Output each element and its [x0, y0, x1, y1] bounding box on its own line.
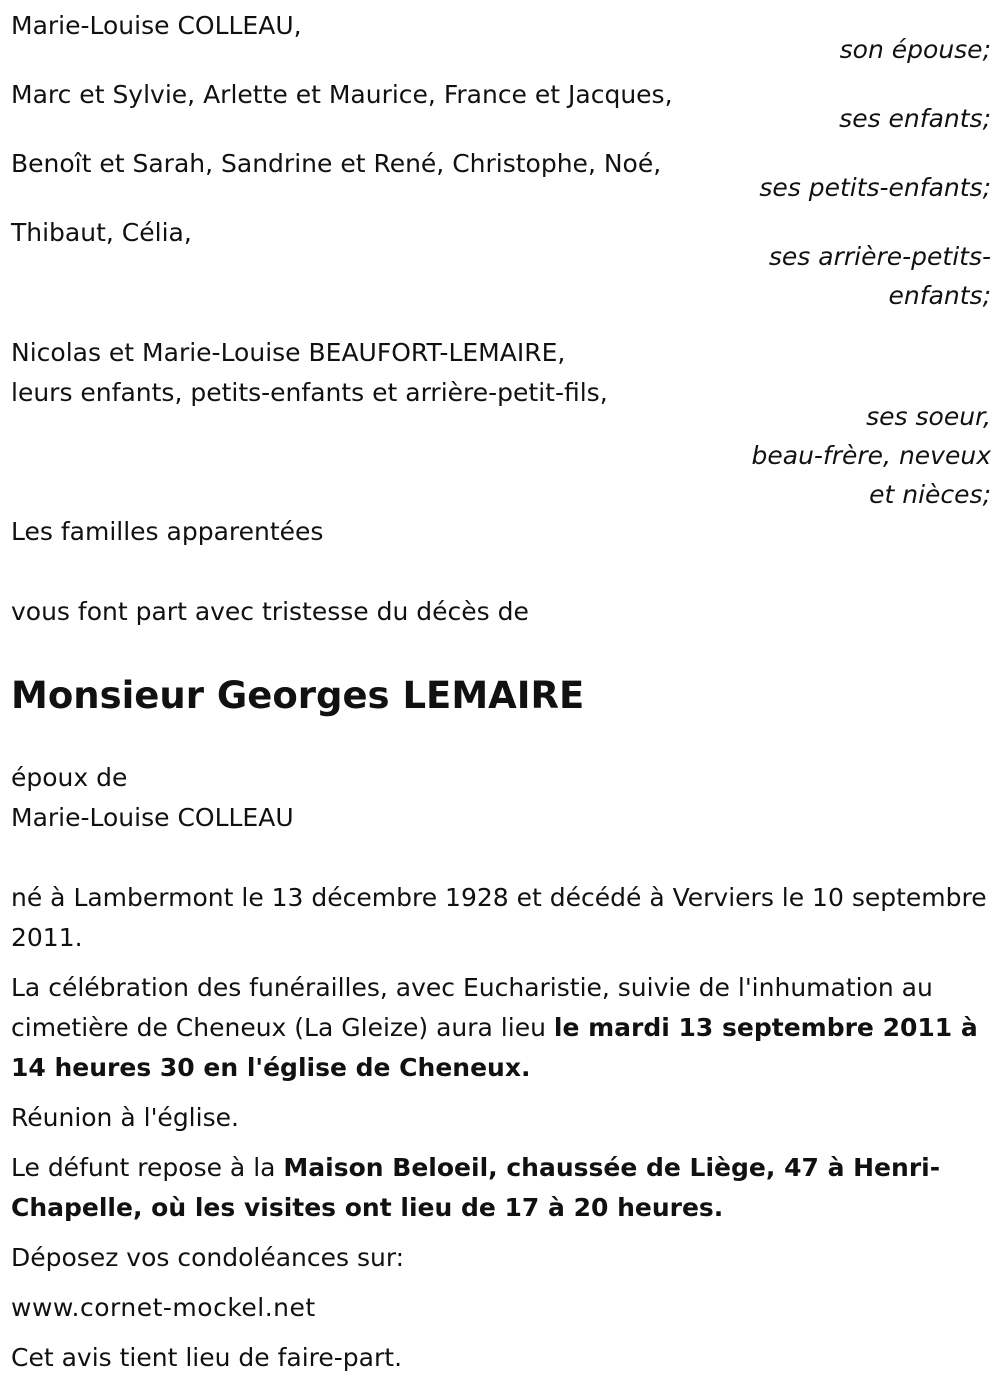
family-role: ses enfants;	[839, 104, 991, 133]
family-role-line: ses arrière-petits-	[768, 242, 991, 271]
family-role	[11, 397, 991, 514]
family-names: Benoît et Sarah, Sandrine et René, Christophe, Noé,	[11, 149, 662, 178]
family-entry-grandchildren	[11, 144, 991, 207]
family-names: Nicolas et Marie-Louise BEAUFORT-LEMAIRE,	[11, 338, 566, 367]
family-role: son épouse;	[839, 35, 991, 64]
birth-death-details: né à Lambermont le 13 décembre 1928 et décédé à Verviers le 10 septembre 2011.	[11, 883, 987, 952]
repose-text: Le défunt repose à la	[11, 1153, 284, 1182]
family-entry-siblings	[11, 333, 991, 514]
spouse-intro: époux de	[11, 763, 128, 792]
family-role: ses petits-enfants;	[759, 173, 991, 202]
condolences-label: Déposez vos condoléances sur:	[11, 1243, 405, 1272]
family-entry-children	[11, 75, 991, 138]
family-names: Thibaut, Célia,	[11, 218, 192, 247]
ceremony-date-place: le mardi 13 septembre 2011 à 14 heures 30 en l'église de Cheneux.	[11, 1013, 978, 1082]
family-names: leurs enfants, petits-enfants et arrière-petit-fils,	[11, 378, 608, 407]
family-role-line: beau-frère, neveux	[751, 441, 991, 470]
meeting-point: Réunion à l'église.	[11, 1103, 239, 1132]
ceremony-text: La célébration des funérailles, avec Eucharistie, suivie de l'inhumation au cimetière de Cheneux (La Gleize) aura lieu	[11, 973, 933, 1042]
family-names: Marie-Louise COLLEAU,	[11, 11, 302, 40]
repose-details	[11, 1148, 991, 1228]
closing-note: Cet avis tient lieu de faire-part.	[11, 1343, 403, 1372]
announcement: vous font part avec tristesse du décès de	[11, 597, 529, 626]
family-role-line: enfants;	[888, 281, 991, 310]
family-names: Marc et Sylvie, Arlette et Maurice, France et Jacques,	[11, 80, 673, 109]
website-link[interactable]: www.cornet-mockel.net	[11, 1293, 316, 1322]
ceremony-details	[11, 968, 991, 1088]
family-role-line: et nièces;	[869, 480, 991, 509]
deceased-name: Monsieur Georges LEMAIRE	[11, 674, 585, 717]
repose-location: Maison Beloeil, chaussée de Liège, 47 à Henri-Chapelle, où les visites ont lieu de 17 à 20 heures.	[11, 1153, 941, 1222]
family-entry-great-grandchildren	[11, 213, 991, 315]
related-families: Les familles apparentées	[11, 517, 324, 546]
family-entry-spouse	[11, 6, 991, 69]
spouse-name: Marie-Louise COLLEAU	[11, 803, 294, 832]
family-role-line: ses soeur,	[866, 402, 991, 431]
